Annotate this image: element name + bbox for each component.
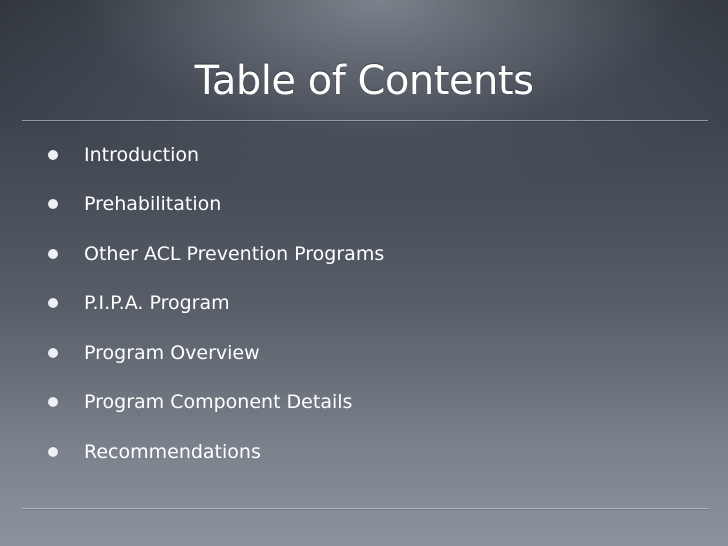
contents-list — [48, 130, 384, 477]
list-item-label: Prehabilitation — [84, 193, 222, 216]
bullet-icon — [48, 249, 58, 259]
list-item-recommendations — [48, 427, 384, 477]
list-item-label: P.I.P.A. Program — [84, 292, 230, 315]
bullet-icon — [48, 397, 58, 407]
bullet-icon — [48, 199, 58, 209]
slide-title: Table of Contents — [194, 58, 534, 104]
list-item-label: Recommendations — [84, 440, 261, 463]
bullet-icon — [48, 447, 58, 457]
list-item-other-acl-programs — [48, 229, 384, 279]
list-item-label: Other ACL Prevention Programs — [84, 242, 385, 265]
title-divider — [22, 120, 708, 121]
list-item-program-overview — [48, 328, 384, 378]
list-item-label: Introduction — [84, 143, 200, 166]
list-item-pipa-program — [48, 279, 384, 329]
list-item-label: Program Component Details — [84, 391, 353, 414]
footer-divider — [22, 508, 708, 509]
list-item-program-component-details — [48, 378, 384, 428]
bullet-icon — [48, 150, 58, 160]
list-item-prehabilitation — [48, 180, 384, 230]
bullet-icon — [48, 348, 58, 358]
list-item-introduction — [48, 130, 384, 180]
list-item-label: Program Overview — [84, 341, 260, 364]
bullet-icon — [48, 298, 58, 308]
